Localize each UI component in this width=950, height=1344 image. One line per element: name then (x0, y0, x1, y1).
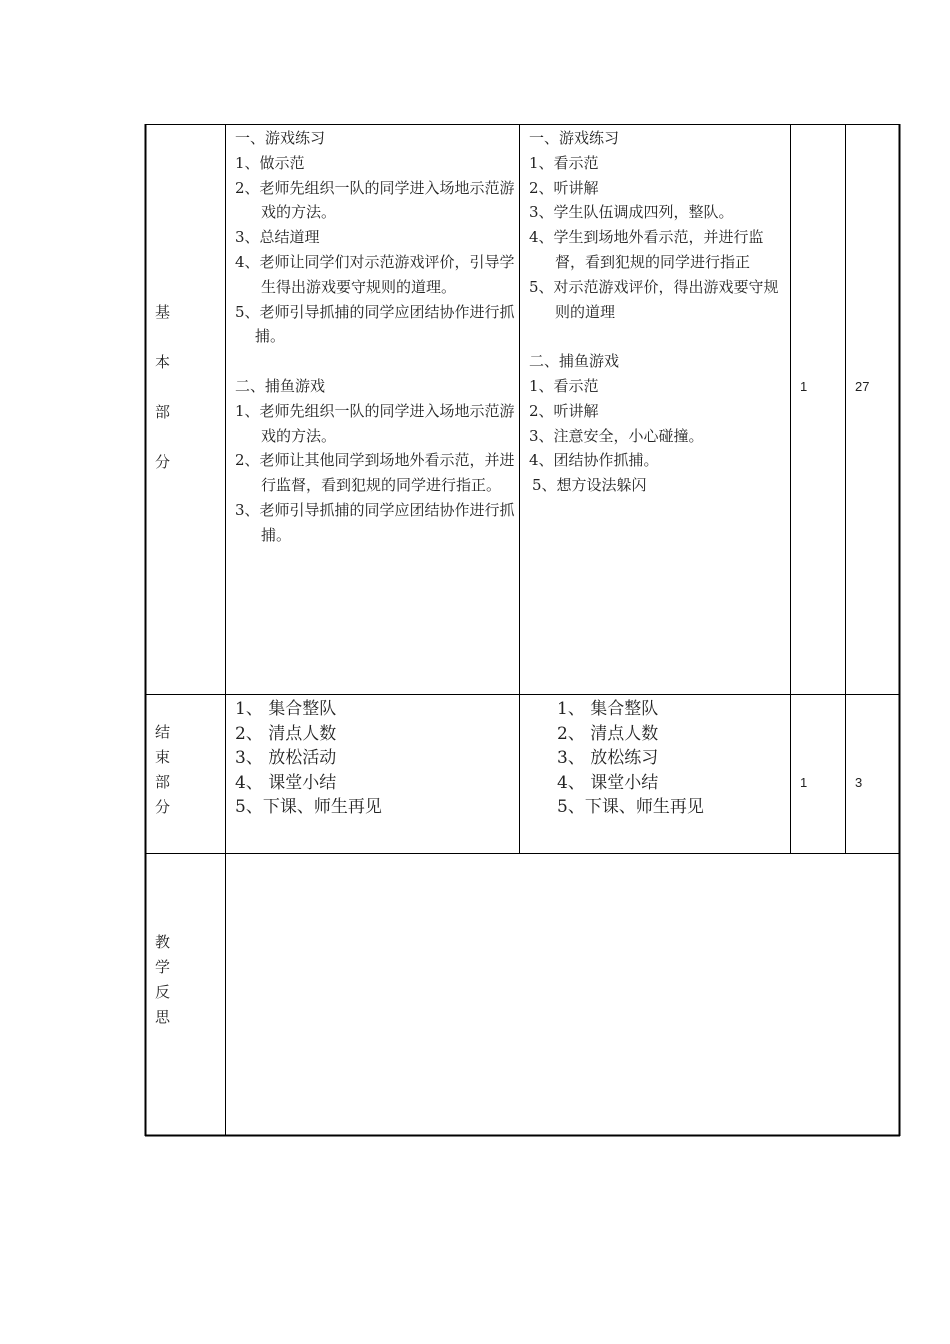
list-item: 5、对示范游戏评价，得出游戏要守规则的道理 (529, 277, 779, 321)
list-item: 4、学生到场地外看示范，并进行监督，看到犯规的同学进行指正 (529, 228, 764, 271)
list-item: 5、想方设法躲闪 (532, 476, 647, 495)
label-char: 基 (155, 303, 171, 321)
section-title: 二、捕鱼游戏 (529, 352, 620, 371)
list-item: 4、老师让同学们对示范游戏评价，引导学生得出游戏要守规则的道理。 (235, 252, 515, 296)
ending-section-label (155, 720, 170, 820)
list-item: 5、下课、师生再见 (235, 797, 382, 818)
label-char: 分 (155, 798, 171, 816)
list-item: 5、下课、师生再见 (557, 797, 704, 818)
basic-count: 1 (800, 379, 808, 394)
label-char: 教 (155, 933, 171, 951)
list-item: 3、老师引导抓捕的同学应团结协作进行抓捕。 (235, 500, 515, 544)
section-title: 二、捕鱼游戏 (235, 376, 326, 395)
reflection-section-label (155, 930, 170, 1030)
basic-minutes: 27 (855, 379, 870, 394)
label-char: 部 (155, 773, 171, 791)
list-item: 4、 课堂小结 (557, 772, 659, 793)
label-char: 本 (155, 353, 171, 371)
list-item: 1、 集合整队 (235, 699, 337, 719)
list-item: 4、 课堂小结 (235, 772, 337, 793)
label-char: 部 (155, 403, 171, 421)
list-item: 3、 放松练习 (557, 748, 659, 769)
basic-section-label (155, 300, 170, 475)
section-title: 一、游戏练习 (529, 129, 620, 147)
list-item: 3、注意安全，小心碰撞。 (529, 426, 704, 445)
list-item: 3、学生队伍调成四列，整队。 (529, 203, 734, 222)
label-char: 束 (155, 748, 171, 766)
label-char: 结 (155, 723, 171, 741)
list-item: 2、老师让其他同学到场地外看示范，并进行监督，看到犯规的同学进行指正。 (235, 451, 515, 495)
list-item: 1、做示范 (235, 153, 305, 172)
section-title: 一、游戏练习 (235, 129, 326, 147)
reflection-content-area (226, 854, 899, 1135)
ending-minutes: 3 (855, 775, 863, 790)
list-item: 4、团结协作抓捕。 (529, 451, 659, 470)
list-item: 2、听讲解 (529, 401, 599, 420)
ending-count: 1 (800, 775, 808, 790)
list-item: 3、总结道理 (235, 228, 320, 247)
label-char: 反 (155, 983, 171, 1001)
list-item: 2、 清点人数 (557, 723, 659, 744)
list-item: 1、老师先组织一队的同学进入场地示范游戏的方法。 (235, 401, 515, 445)
list-item: 1、看示范 (529, 376, 599, 395)
ending-student-content (557, 697, 785, 820)
label-char: 分 (155, 453, 171, 471)
list-item: 2、老师先组织一队的同学进入场地示范游戏的方法。 (235, 178, 515, 222)
list-item: 1、看示范 (529, 153, 599, 172)
label-char: 学 (155, 958, 171, 976)
ending-teacher-content (235, 697, 515, 820)
label-char: 思 (155, 1008, 171, 1026)
list-item: 3、 放松活动 (235, 748, 337, 769)
list-item: 2、听讲解 (529, 178, 599, 197)
list-item: 2、 清点人数 (235, 723, 337, 744)
basic-teacher-content (235, 126, 515, 548)
list-item: 1、 集合整队 (557, 699, 659, 719)
basic-student-content (529, 126, 785, 498)
list-item: 5、老师引导抓捕的同学应团结协作进行抓捕。 (235, 302, 515, 346)
